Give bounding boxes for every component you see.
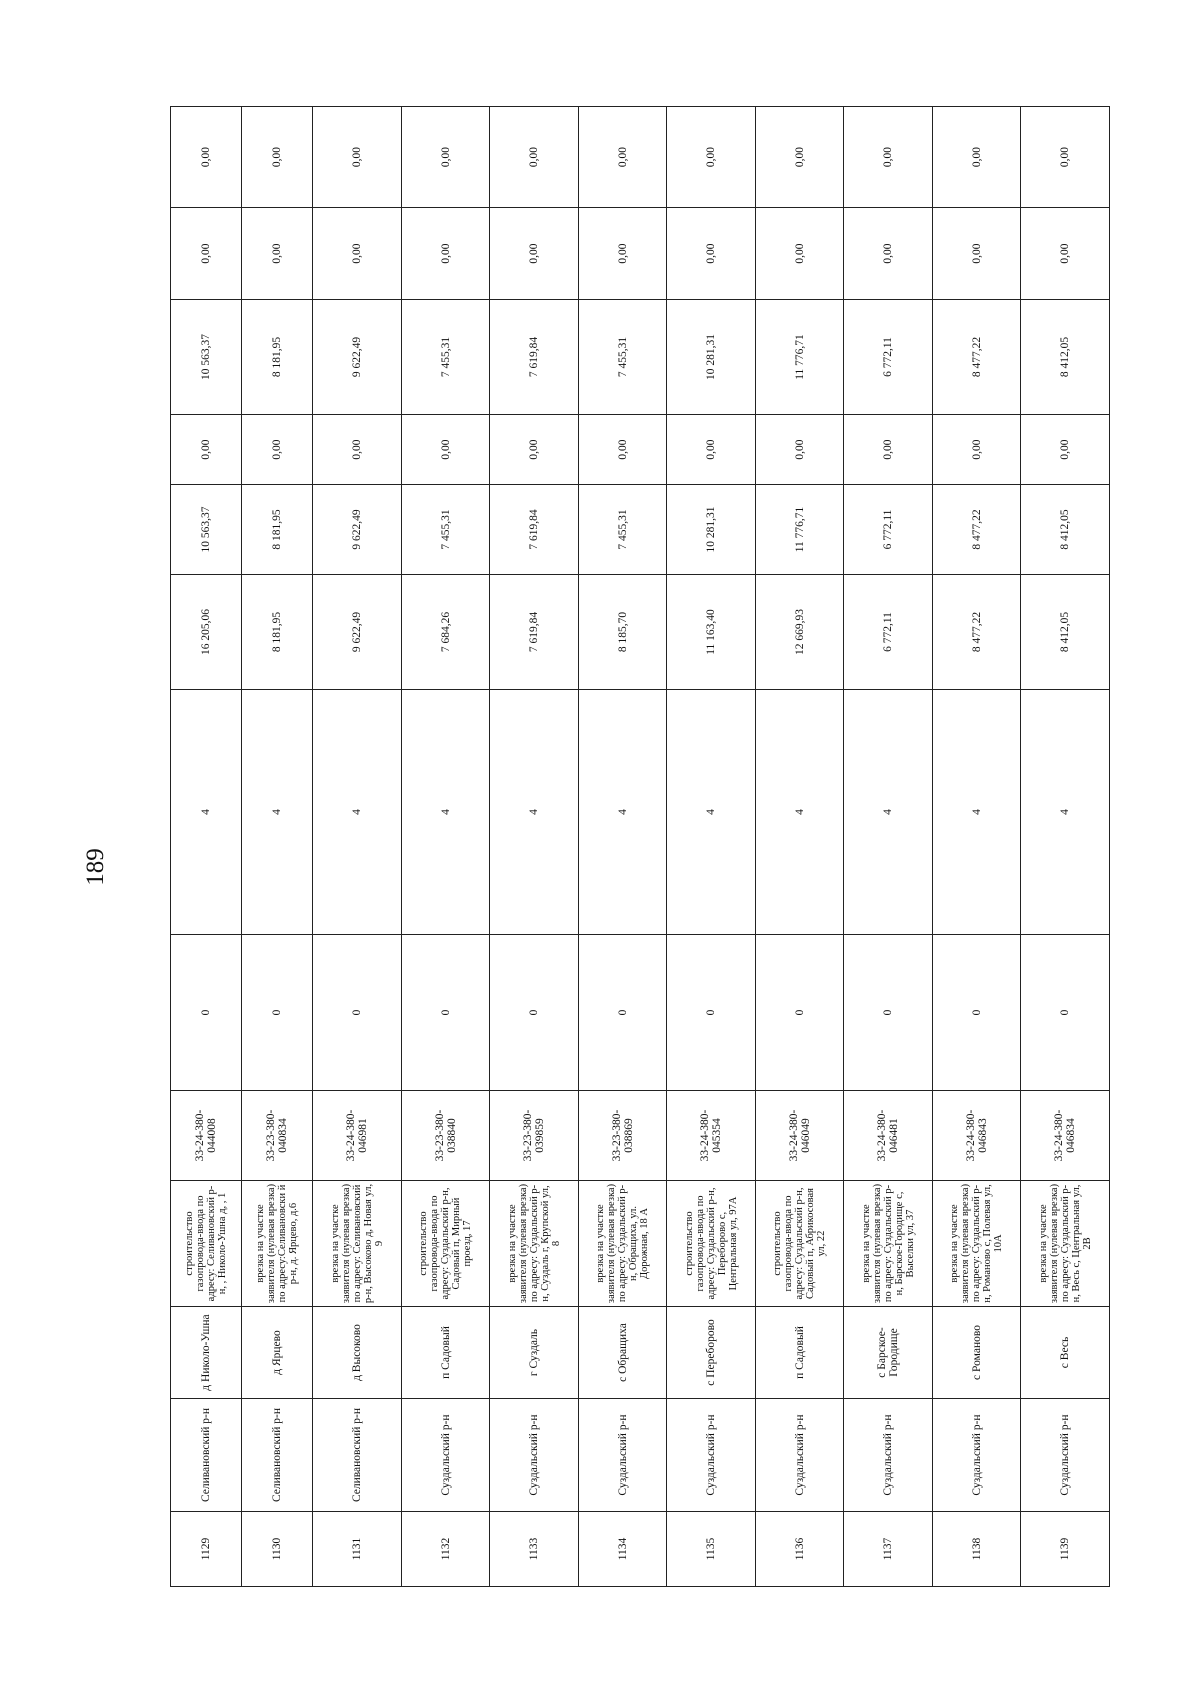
- col9-cell: 8 412,05: [1021, 485, 1110, 575]
- col13-cell: 0,00: [242, 107, 313, 208]
- col11-cell: 6 772,11: [844, 300, 933, 415]
- description-cell: строительство газопровода-ввода по адресу: Суздальский р-н, Садовый п, Абрикосовая ул, 22: [755, 1181, 844, 1307]
- locality-cell: с Обращиха: [578, 1307, 667, 1399]
- row-number: 1129: [171, 1512, 242, 1587]
- row-number: 1131: [313, 1512, 402, 1587]
- col7-cell: 4: [242, 690, 313, 935]
- col13-cell: 0,00: [755, 107, 844, 208]
- col8-cell: 16 205,06: [171, 575, 242, 690]
- col10-cell: 0,00: [667, 415, 756, 485]
- col11-cell: 8 181,95: [242, 300, 313, 415]
- col10-cell: 0,00: [578, 415, 667, 485]
- description-cell: врезка на участке заявителя (нулевая врезка) по адресу: Суздальский р-н, Обращиха, ул. Дорожная, 18 А: [578, 1181, 667, 1307]
- district-cell: Суздальский р-н: [844, 1399, 933, 1512]
- col9-cell: 9 622,49: [313, 485, 402, 575]
- col6-cell: 0: [667, 935, 756, 1091]
- col7-cell: 4: [171, 690, 242, 935]
- row-number: 1130: [242, 1512, 313, 1587]
- cadastral-code-cell: 33-24-380-045354: [667, 1091, 756, 1181]
- col11-cell: 8 477,22: [932, 300, 1021, 415]
- description-cell: врезка на участке заявителя (нулевая врезка) по адресу: Суздальский р-н, Барское-Городище с, Выселки ул, 37: [844, 1181, 933, 1307]
- col6-cell: 0: [578, 935, 667, 1091]
- district-cell: Суздальский р-н: [401, 1399, 490, 1512]
- col13-cell: 0,00: [1021, 107, 1110, 208]
- table-row: [313, 107, 402, 1587]
- col12-cell: 0,00: [667, 208, 756, 300]
- cadastral-code-cell: 33-24-380-046834: [1021, 1091, 1110, 1181]
- col12-cell: 0,00: [171, 208, 242, 300]
- col12-cell: 0,00: [755, 208, 844, 300]
- col12-cell: 0,00: [932, 208, 1021, 300]
- cadastral-code-cell: 33-23-380-038869: [578, 1091, 667, 1181]
- col12-cell: 0,00: [1021, 208, 1110, 300]
- col11-cell: 10 281,31: [667, 300, 756, 415]
- locality-cell: д Высоково: [313, 1307, 402, 1399]
- description-cell: строительство газопровода-ввода по адресу: Суздальский р-н, Переборово с, Центральная ул, 97А: [667, 1181, 756, 1307]
- col11-cell: 7 455,31: [401, 300, 490, 415]
- col13-cell: 0,00: [490, 107, 579, 208]
- table-row: [578, 107, 667, 1587]
- col9-cell: 8 181,95: [242, 485, 313, 575]
- col8-cell: 6 772,11: [844, 575, 933, 690]
- col9-cell: 8 477,22: [932, 485, 1021, 575]
- col6-cell: 0: [171, 935, 242, 1091]
- col12-cell: 0,00: [242, 208, 313, 300]
- col9-cell: 7 455,31: [401, 485, 490, 575]
- district-cell: Суздальский р-н: [578, 1399, 667, 1512]
- col10-cell: 0,00: [401, 415, 490, 485]
- col8-cell: 7 684,26: [401, 575, 490, 690]
- row-number: 1132: [401, 1512, 490, 1587]
- col11-cell: 7 455,31: [578, 300, 667, 415]
- row-number: 1135: [667, 1512, 756, 1587]
- col10-cell: 0,00: [932, 415, 1021, 485]
- col13-cell: 0,00: [313, 107, 402, 208]
- col13-cell: 0,00: [932, 107, 1021, 208]
- col6-cell: 0: [242, 935, 313, 1091]
- row-number: 1133: [490, 1512, 579, 1587]
- col6-cell: 0: [755, 935, 844, 1091]
- col9-cell: 10 563,37: [171, 485, 242, 575]
- locality-cell: с Весь: [1021, 1307, 1110, 1399]
- col7-cell: 4: [1021, 690, 1110, 935]
- description-cell: врезка на участке заявителя (нулевая врезка) по адресу: Суздальский р-н, Весь с, Центральная ул, 2В: [1021, 1181, 1110, 1307]
- locality-cell: г Суздаль: [490, 1307, 579, 1399]
- cadastral-code-cell: 33-24-380-044008: [171, 1091, 242, 1181]
- col10-cell: 0,00: [242, 415, 313, 485]
- col13-cell: 0,00: [578, 107, 667, 208]
- col7-cell: 4: [490, 690, 579, 935]
- locality-cell: с Романово: [932, 1307, 1021, 1399]
- table-row: [1021, 107, 1110, 1587]
- col11-cell: 8 412,05: [1021, 300, 1110, 415]
- row-number: 1134: [578, 1512, 667, 1587]
- page-number: 189: [82, 848, 109, 886]
- col8-cell: 8 477,22: [932, 575, 1021, 690]
- col12-cell: 0,00: [844, 208, 933, 300]
- table-row: [667, 107, 756, 1587]
- description-cell: строительство газопровода-ввода по адресу: Селивановский р-н, , Николо-Ушна д, , 1: [171, 1181, 242, 1307]
- locality-cell: д Николо-Ушна: [171, 1307, 242, 1399]
- col9-cell: 11 776,71: [755, 485, 844, 575]
- description-cell: врезка на участке заявителя (нулевая врезка) по адресу:Селивановски й р-н, д. Ярцево, д.6: [242, 1181, 313, 1307]
- table-row: [171, 107, 242, 1587]
- table-row: [755, 107, 844, 1587]
- col7-cell: 4: [578, 690, 667, 935]
- district-cell: Суздальский р-н: [1021, 1399, 1110, 1512]
- col9-cell: 10 281,31: [667, 485, 756, 575]
- locality-cell: с Переборово: [667, 1307, 756, 1399]
- col6-cell: 0: [844, 935, 933, 1091]
- col10-cell: 0,00: [755, 415, 844, 485]
- table-row: [932, 107, 1021, 1587]
- col12-cell: 0,00: [490, 208, 579, 300]
- col11-cell: 11 776,71: [755, 300, 844, 415]
- col8-cell: 12 669,93: [755, 575, 844, 690]
- col7-cell: 4: [401, 690, 490, 935]
- col11-cell: 10 563,37: [171, 300, 242, 415]
- col10-cell: 0,00: [171, 415, 242, 485]
- col13-cell: 0,00: [667, 107, 756, 208]
- col8-cell: 7 619,84: [490, 575, 579, 690]
- table-row: [401, 107, 490, 1587]
- table-row: [490, 107, 579, 1587]
- col12-cell: 0,00: [578, 208, 667, 300]
- col7-cell: 4: [844, 690, 933, 935]
- col12-cell: 0,00: [401, 208, 490, 300]
- col7-cell: 4: [667, 690, 756, 935]
- row-number: 1138: [932, 1512, 1021, 1587]
- district-cell: Суздальский р-н: [667, 1399, 756, 1512]
- col6-cell: 0: [313, 935, 402, 1091]
- col7-cell: 4: [932, 690, 1021, 935]
- col13-cell: 0,00: [401, 107, 490, 208]
- district-cell: Суздальский р-н: [932, 1399, 1021, 1512]
- cadastral-code-cell: 33-23-380-039859: [490, 1091, 579, 1181]
- locality-cell: д Ярцево: [242, 1307, 313, 1399]
- col9-cell: 7 455,31: [578, 485, 667, 575]
- cadastral-code-cell: 33-24-380-046981: [313, 1091, 402, 1181]
- col8-cell: 8 181,95: [242, 575, 313, 690]
- district-cell: Суздальский р-н: [755, 1399, 844, 1512]
- col9-cell: 6 772,11: [844, 485, 933, 575]
- col7-cell: 4: [313, 690, 402, 935]
- col13-cell: 0,00: [171, 107, 242, 208]
- col6-cell: 0: [490, 935, 579, 1091]
- col10-cell: 0,00: [313, 415, 402, 485]
- col8-cell: 11 163,40: [667, 575, 756, 690]
- table-row: [844, 107, 933, 1587]
- row-number: 1139: [1021, 1512, 1110, 1587]
- col11-cell: 7 619,84: [490, 300, 579, 415]
- district-cell: Суздальский р-н: [490, 1399, 579, 1512]
- cadastral-code-cell: 33-23-380-040834: [242, 1091, 313, 1181]
- table-wrapper: [170, 107, 1110, 1587]
- description-cell: врезка на участке заявителя (нулевая врезка) по адресу: Суздальский р-н, Суздаль г, Крупской ул, 8: [490, 1181, 579, 1307]
- col10-cell: 0,00: [490, 415, 579, 485]
- col6-cell: 0: [1021, 935, 1110, 1091]
- district-cell: Селивановский р-н: [313, 1399, 402, 1512]
- col10-cell: 0,00: [1021, 415, 1110, 485]
- col10-cell: 0,00: [844, 415, 933, 485]
- locality-cell: п Садовый: [401, 1307, 490, 1399]
- col6-cell: 0: [932, 935, 1021, 1091]
- cadastral-code-cell: 33-24-380-046481: [844, 1091, 933, 1181]
- col8-cell: 9 622,49: [313, 575, 402, 690]
- description-cell: врезка на участке заявителя (нулевая врезка) по адресу: Суздальский р-н, Романово с, Полевая ул, 10А: [932, 1181, 1021, 1307]
- table-row: [242, 107, 313, 1587]
- description-cell: врезка на участке заявителя (нулевая врезка) по адресу: Селивановский р-н, Высоково д, Новая ул, 9: [313, 1181, 402, 1307]
- data-table: [170, 106, 1110, 1587]
- col7-cell: 4: [755, 690, 844, 935]
- description-cell: строительство газопровода-ввода по адресу: Суздальский р-н, Садовый п, Мирный проезд, 17: [401, 1181, 490, 1307]
- col12-cell: 0,00: [313, 208, 402, 300]
- cadastral-code-cell: 33-24-380-046049: [755, 1091, 844, 1181]
- locality-cell: с Барское-Городище: [844, 1307, 933, 1399]
- col13-cell: 0,00: [844, 107, 933, 208]
- row-number: 1137: [844, 1512, 933, 1587]
- col6-cell: 0: [401, 935, 490, 1091]
- col8-cell: 8 185,70: [578, 575, 667, 690]
- cadastral-code-cell: 33-24-380-046843: [932, 1091, 1021, 1181]
- col11-cell: 9 622,49: [313, 300, 402, 415]
- district-cell: Селивановский р-н: [171, 1399, 242, 1512]
- col8-cell: 8 412,05: [1021, 575, 1110, 690]
- cadastral-code-cell: 33-23-380-038840: [401, 1091, 490, 1181]
- locality-cell: п Садовый: [755, 1307, 844, 1399]
- district-cell: Селивановский р-н: [242, 1399, 313, 1512]
- row-number: 1136: [755, 1512, 844, 1587]
- col9-cell: 7 619,84: [490, 485, 579, 575]
